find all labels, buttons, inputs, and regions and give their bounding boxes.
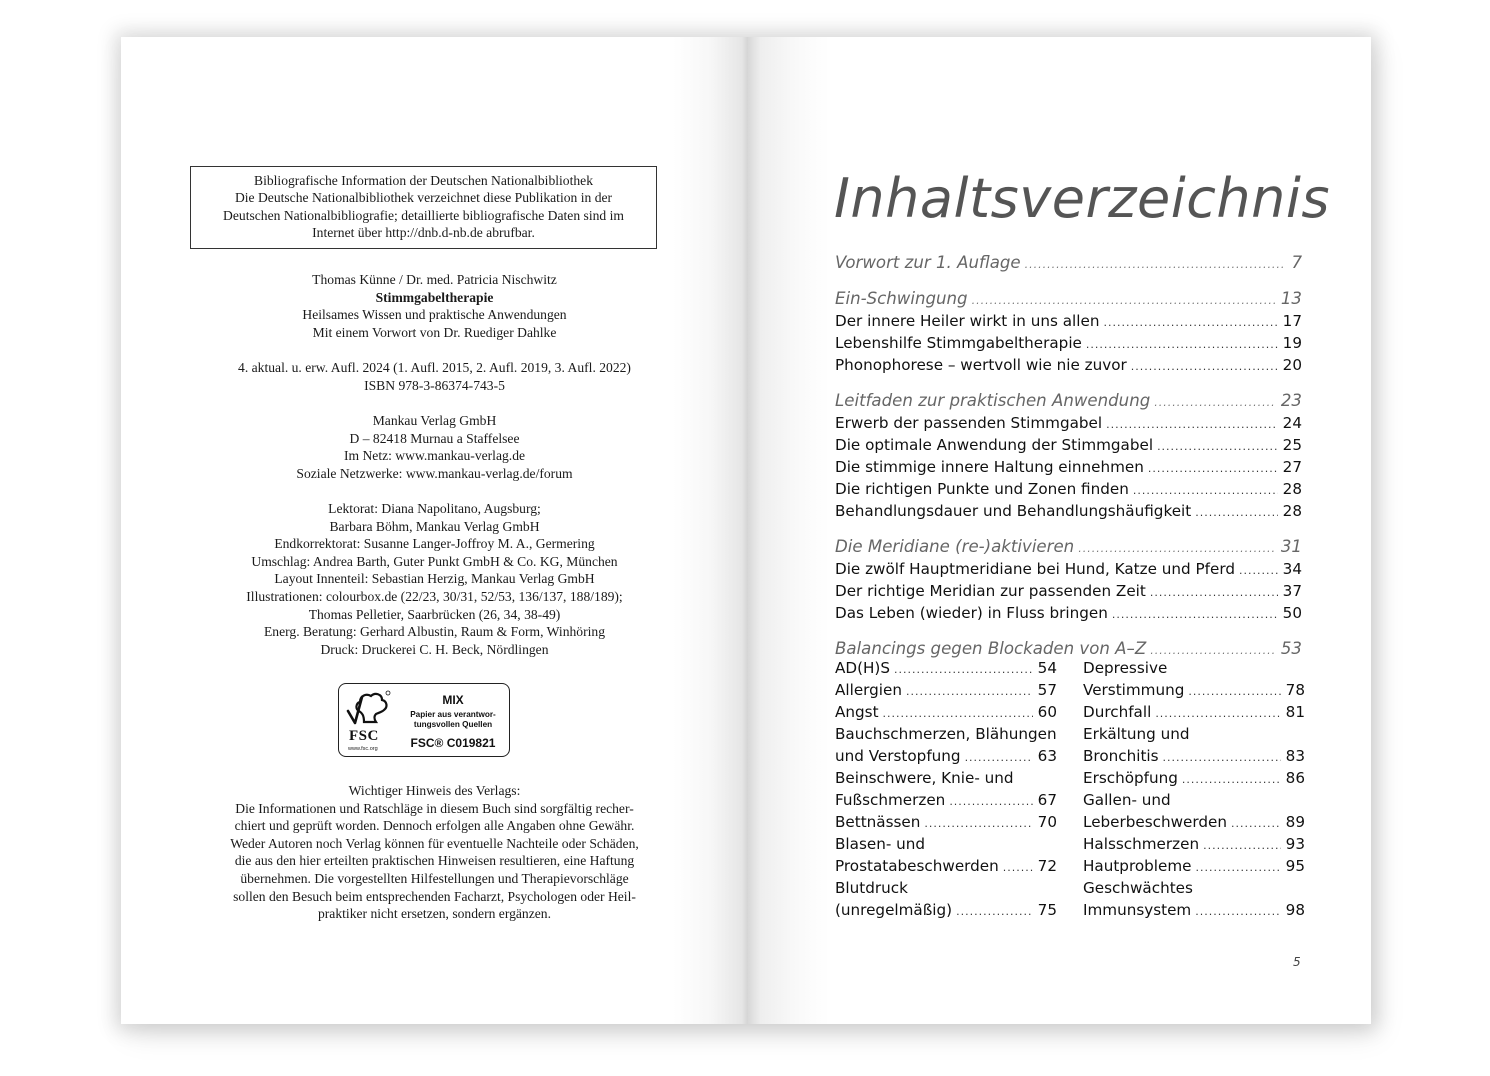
publisher-name: Mankau Verlag GmbH [372, 413, 497, 428]
dot-leader [1182, 769, 1281, 791]
az-entry-page: 67 [1037, 791, 1057, 809]
notice-line: chiert und geprüft worden. Dennoch erfolgen alle Angaben ohne Gewähr. [234, 818, 635, 834]
az-column-2 [1083, 657, 1305, 921]
fsc-brand-text: FSC [349, 728, 379, 744]
toc-entry-page: 34 [1282, 560, 1302, 578]
edition-block [121, 359, 748, 394]
az-entry[interactable] [835, 745, 1057, 767]
edition: 4. aktual. u. erw. Aufl. 2024 (1. Aufl. 2015, 2. Aufl. 2019, 3. Aufl. 2022) [238, 360, 631, 375]
credit-line: Lektorat: Diana Napolitano, Augsburg; [328, 501, 541, 516]
authors: Thomas Künne / Dr. med. Patricia Nischwitz [312, 272, 557, 287]
toc-entry-title: Die optimale Anwendung der Stimmgabel [835, 436, 1154, 454]
foreword-note: Mit einem Vorwort von Dr. Ruediger Dahlke [312, 324, 557, 340]
toc-entry-title: Das Leben (wieder) in Fluss bringen [835, 604, 1108, 622]
az-entry-page: 60 [1037, 703, 1057, 721]
toc-entry-page: 31 [1280, 537, 1302, 556]
dot-leader [1239, 560, 1278, 582]
toc-entry-page: 28 [1282, 480, 1302, 498]
az-entry[interactable] [1083, 899, 1305, 921]
az-entry-pre[interactable]: Erkältung und [1083, 725, 1190, 743]
toc-entry-title: Lebenshilfe Stimmgabeltherapie [835, 334, 1082, 352]
fsc-paper-label [399, 710, 507, 730]
toc-entry-page: 13 [1280, 289, 1302, 308]
dnb-line: Bibliografische Information der Deutschen Nationalbibliothek [254, 173, 593, 188]
dot-leader [1003, 857, 1033, 879]
az-entry-title: Hautprobleme [1083, 857, 1192, 875]
toc-entry-page: 28 [1282, 502, 1302, 520]
az-entry-page: 78 [1285, 681, 1305, 699]
toc-entry[interactable] [835, 478, 1302, 500]
az-entry-title: Erschöpfung [1083, 769, 1178, 787]
publisher-address: D – 82418 Murnau a Staffelsee [349, 430, 520, 446]
book-spread [121, 37, 1371, 1024]
toc-entry-page: 25 [1282, 436, 1302, 454]
notice-line: Weder Autoren noch Verlag können für eventuelle Nachteile oder Schäden, [230, 835, 639, 851]
dot-leader [1154, 392, 1276, 414]
dot-leader [1163, 747, 1281, 769]
toc-entry-title: Die zwölf Hauptmeridiane bei Hund, Katze und Pferd [835, 560, 1235, 578]
dot-leader [1086, 334, 1278, 356]
toc-entry-page: 20 [1282, 356, 1302, 374]
dot-leader [1106, 414, 1278, 436]
az-entry-page: 63 [1037, 747, 1057, 765]
toc-entry-page: 27 [1282, 458, 1302, 476]
toc-section [835, 536, 1302, 624]
az-entry-page: 89 [1285, 813, 1305, 831]
notice-line: die aus den hier erteilten praktischen Hinweisen resultieren, eine Haftung [234, 853, 635, 869]
dot-leader [1195, 901, 1280, 923]
fsc-logo [338, 683, 510, 757]
credit-line: Endkorrektorat: Susanne Langer-Joffroy M. A., Germering [274, 536, 595, 552]
toc-entry-title: Vorwort zur 1. Auflage [835, 253, 1021, 272]
az-entry-page: 54 [1037, 659, 1057, 677]
dot-leader [1155, 703, 1280, 725]
az-entry-page: 70 [1037, 813, 1057, 831]
dot-leader [949, 791, 1032, 813]
toc-entry[interactable] [835, 310, 1302, 332]
credit-line: Layout Innenteil: Sebastian Herzig, Mankau Verlag GmbH [274, 571, 595, 587]
toc-entry-title: Leitfaden zur praktischen Anwendung [835, 391, 1151, 410]
toc-entry[interactable] [835, 412, 1302, 434]
toc-entry-title: Phonophorese – wertvoll wie nie zuvor [835, 356, 1127, 374]
az-entry-page: 95 [1285, 857, 1305, 875]
az-entry-pre[interactable]: Gallen- und [1083, 791, 1171, 809]
dnb-line: Deutschen Nationalbibliografie; detaillierte bibliografische Daten sind im [223, 207, 624, 223]
az-entry-page: 72 [1037, 857, 1057, 875]
az-entry-pre[interactable]: Blasen- und [835, 835, 926, 853]
toc-entry-title: Erwerb der passenden Stimmgabel [835, 414, 1103, 432]
az-entry-title: AD(H)S [835, 659, 890, 677]
notice-line: praktiker nicht ersetzen, sondern ergänzen. [317, 906, 551, 922]
toc-section-heading[interactable] [835, 536, 1302, 558]
dot-leader [1157, 436, 1278, 458]
toc-entry-page: 19 [1282, 334, 1302, 352]
az-entry-title: Durchfall [1083, 703, 1152, 721]
az-entry-title: Immunsystem [1083, 901, 1192, 919]
az-entry-title: Prostatabeschwerden [835, 857, 999, 875]
toc-entry[interactable] [835, 500, 1302, 522]
az-entry-title: (unregelmäßig) [835, 901, 953, 919]
toc-entry[interactable] [835, 580, 1302, 602]
subtitle: Heilsames Wissen und praktische Anwendungen [302, 307, 567, 323]
az-entry-page: 57 [1037, 681, 1057, 699]
az-entry[interactable] [1083, 701, 1305, 723]
az-entry-page: 75 [1037, 901, 1057, 919]
az-entry[interactable] [835, 657, 1057, 679]
az-entry[interactable] [1083, 679, 1305, 701]
toc-entry[interactable] [835, 434, 1302, 456]
dot-leader [956, 901, 1033, 923]
credit-line: Umschlag: Andrea Barth, Guter Punkt GmbH & Co. KG, München [251, 553, 618, 569]
credit-line: Thomas Pelletier, Saarbrücken (26, 34, 38-49) [308, 606, 561, 622]
toc-entry-page: 17 [1282, 312, 1302, 330]
toc-entry-title: Balancings gegen Blockaden von A–Z [835, 639, 1147, 658]
az-entry[interactable] [835, 789, 1057, 811]
toc-entry-page: 23 [1280, 391, 1302, 410]
toc-section [835, 288, 1302, 376]
az-entry[interactable] [835, 701, 1057, 723]
notice-line: übernehmen. Die vorgestellten Hilfestellungen und Therapievorschläge [240, 870, 629, 886]
az-entry-page: 81 [1285, 703, 1305, 721]
publisher-block [121, 412, 748, 482]
dot-leader [1148, 458, 1278, 480]
fsc-paper-line: tungsvollen Quellen [413, 720, 493, 729]
dot-leader [1150, 582, 1278, 604]
az-entry-pre[interactable]: Bauchschmerzen, Blähungen [835, 725, 1057, 743]
az-entry-page: 93 [1285, 835, 1305, 853]
az-entry-pre[interactable]: Depressive [1083, 659, 1168, 677]
az-entry[interactable] [835, 679, 1057, 701]
toc-entry-page: 37 [1282, 582, 1302, 600]
fsc-url: www.fsc.org [348, 746, 378, 752]
toc-section-heading[interactable] [835, 252, 1302, 274]
toc-entry-title: Die Meridiane (re-)aktivieren [835, 537, 1075, 556]
toc-entry-page: 50 [1282, 604, 1302, 622]
notice-line: Die Informationen und Ratschläge in diesem Buch sind sorgfältig recher- [235, 800, 634, 816]
az-entry-page: 83 [1285, 747, 1305, 765]
fsc-mix-label: MIX [442, 693, 464, 707]
toc-entry-title: Der richtige Meridian zur passenden Zeit [835, 582, 1146, 600]
az-column-1 [835, 657, 1057, 921]
toc-entry-page: 24 [1282, 414, 1302, 432]
toc-entry-page: 53 [1280, 639, 1302, 658]
az-entry-page: 86 [1285, 769, 1305, 787]
toc-title: Inhaltsverzeichnis [834, 167, 1331, 230]
az-entry-title: Angst [835, 703, 879, 721]
toc-entry[interactable] [835, 332, 1302, 354]
toc-entry[interactable] [835, 558, 1302, 580]
az-entry-title: und Verstopfung [835, 747, 961, 765]
fsc-tree-checkmark-icon [346, 689, 392, 729]
dnb-line: Die Deutsche Nationalbibliothek verzeichnet diese Publikation in der [234, 190, 613, 206]
page-number: 5 [1293, 955, 1301, 969]
az-entry[interactable] [835, 811, 1057, 833]
toc-entry-title: Die richtigen Punkte und Zonen finden [835, 480, 1129, 498]
credit-line: Energ. Beratung: Gerhard Albustin, Raum & Form, Winhöring [263, 624, 606, 640]
toc-entry[interactable] [835, 354, 1302, 376]
dot-leader [972, 290, 1276, 312]
dot-leader [1195, 502, 1277, 524]
az-entry[interactable] [835, 899, 1057, 921]
az-entry-title: Bettnässen [835, 813, 921, 831]
az-entry[interactable] [1083, 833, 1305, 855]
toc-list [835, 252, 1302, 674]
toc-entry-title: Die stimmige innere Haltung einnehmen [835, 458, 1144, 476]
toc-entry-page: 7 [1291, 253, 1302, 272]
dot-leader [1133, 480, 1278, 502]
fsc-paper-line: Papier aus verantwor- [410, 710, 496, 719]
toc-entry[interactable] [835, 602, 1302, 624]
toc-section [835, 390, 1302, 522]
isbn: ISBN 978-3-86374-743-5 [364, 377, 505, 393]
toc-section-heading[interactable] [835, 288, 1302, 310]
toc-section [835, 252, 1302, 274]
dot-leader [1203, 835, 1281, 857]
dot-leader [1231, 813, 1281, 835]
az-entry-page: 98 [1285, 901, 1305, 919]
publisher-notice [121, 782, 748, 923]
toc-entry-title: Behandlungsdauer und Behandlungshäufigkeit [835, 502, 1192, 520]
az-entry-title: Verstimmung [1083, 681, 1185, 699]
toc-entry[interactable] [835, 456, 1302, 478]
az-entry[interactable] [1083, 767, 1305, 789]
fsc-license-code: FSC® C019821 [410, 736, 496, 750]
dot-leader [965, 747, 1033, 769]
credit-line: Illustrationen: colourbox.de (22/23, 30/31, 52/53, 136/137, 188/189); [246, 588, 623, 604]
az-entry-title: Allergien [835, 681, 902, 699]
notice-line: sollen den Besuch beim entsprechenden Facharzt, Psychologen oder Heil- [233, 888, 636, 904]
az-entry-pre[interactable]: Beinschwere, Knie- und [835, 769, 1014, 787]
credits-block [121, 500, 748, 658]
dot-leader [1196, 857, 1281, 879]
az-entry[interactable] [1083, 745, 1305, 767]
publisher-website: Im Netz: www.mankau-verlag.de [343, 448, 526, 464]
dnb-line: Internet über http://dnb.d-nb.de abrufbar. [312, 225, 535, 241]
toc-entry-title: Der innere Heiler wirkt in uns allen [835, 312, 1100, 330]
dot-leader [1103, 312, 1277, 334]
dot-leader [906, 681, 1033, 703]
az-entry-pre[interactable]: Blutdruck [835, 879, 908, 897]
dnb-bibliographic-box [190, 166, 657, 249]
dot-leader [1025, 254, 1287, 276]
publisher-social: Soziale Netzwerke: www.mankau-verlag.de/forum [296, 465, 573, 481]
az-entry-title: Fußschmerzen [835, 791, 946, 809]
credit-line: Barbara Böhm, Mankau Verlag GmbH [329, 518, 540, 534]
toc-entry-title: Ein-Schwingung [835, 289, 968, 308]
dot-leader [924, 813, 1032, 835]
dot-leader [1078, 538, 1276, 560]
az-entry-pre[interactable]: Geschwächtes [1083, 879, 1193, 897]
toc-section-heading[interactable] [835, 390, 1302, 412]
right-page-toc [748, 37, 1371, 1024]
az-entry[interactable] [835, 855, 1057, 877]
az-entry-title: Leberbeschwerden [1083, 813, 1227, 831]
dot-leader [1131, 356, 1278, 378]
az-entry-title: Bronchitis [1083, 747, 1159, 765]
az-entry[interactable] [1083, 855, 1305, 877]
dot-leader [1188, 681, 1280, 703]
dot-leader [883, 703, 1033, 725]
book-title: Stimmgabeltherapie [375, 289, 494, 305]
left-page-imprint [121, 37, 748, 1024]
dot-leader [894, 659, 1033, 681]
az-entry-title: Halsschmerzen [1083, 835, 1200, 853]
dot-leader [1112, 604, 1278, 626]
credit-line: Druck: Druckerei C. H. Beck, Nördlingen [320, 641, 549, 657]
book-info-block [121, 271, 748, 341]
notice-heading: Wichtiger Hinweis des Verlags: [348, 783, 521, 798]
az-entry[interactable] [1083, 811, 1305, 833]
